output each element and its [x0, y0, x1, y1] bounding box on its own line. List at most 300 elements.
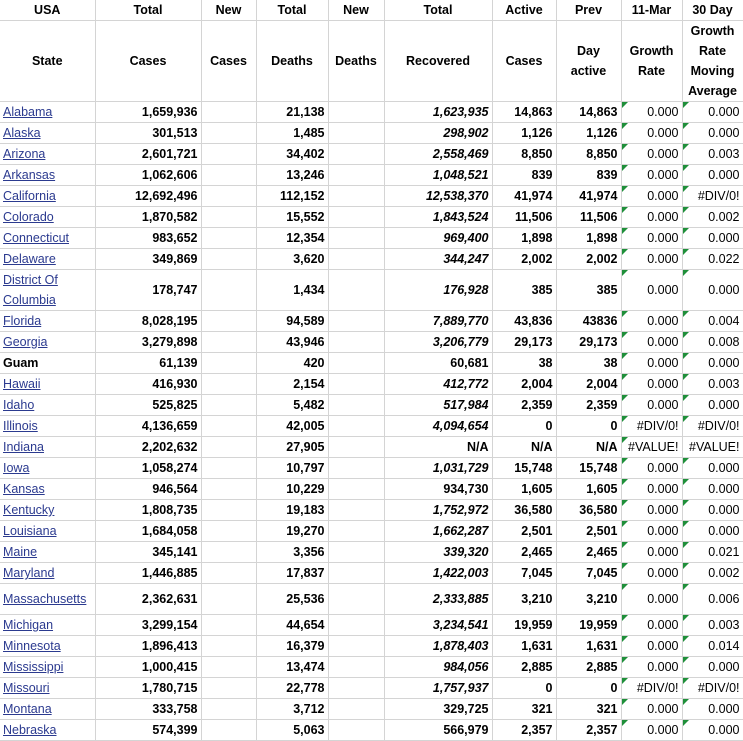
- active-cell[interactable]: 2,002: [492, 249, 556, 270]
- new-cases-cell[interactable]: [201, 102, 256, 123]
- new-cases-cell[interactable]: [201, 374, 256, 395]
- state-cell[interactable]: Guam: [0, 353, 95, 374]
- new-deaths-cell[interactable]: [328, 249, 384, 270]
- active-cell[interactable]: 1,126: [492, 123, 556, 144]
- growth-rate-cell[interactable]: 0.000: [621, 699, 682, 720]
- header-growth-rate[interactable]: [621, 21, 682, 102]
- deaths-cell[interactable]: 27,905: [256, 437, 328, 458]
- prev-day-cell[interactable]: 321: [556, 699, 621, 720]
- new-deaths-cell[interactable]: [328, 678, 384, 699]
- growth-rate-cell[interactable]: 0.000: [621, 144, 682, 165]
- deaths-cell[interactable]: 10,229: [256, 479, 328, 500]
- new-cases-cell[interactable]: [201, 458, 256, 479]
- new-cases-cell[interactable]: [201, 332, 256, 353]
- new-deaths-cell[interactable]: [328, 657, 384, 678]
- growth-rate-cell[interactable]: #DIV/0!: [621, 678, 682, 699]
- active-cell[interactable]: 2,359: [492, 395, 556, 416]
- prev-day-cell[interactable]: 14,863: [556, 102, 621, 123]
- new-deaths-cell[interactable]: [328, 720, 384, 741]
- active-cell[interactable]: 321: [492, 699, 556, 720]
- cases-cell[interactable]: 8,028,195: [95, 311, 201, 332]
- new-deaths-cell[interactable]: [328, 479, 384, 500]
- growth-rate-cell[interactable]: #VALUE!: [621, 437, 682, 458]
- new-deaths-cell[interactable]: [328, 144, 384, 165]
- header-moving-average[interactable]: [682, 21, 743, 102]
- new-deaths-cell[interactable]: [328, 102, 384, 123]
- recovered-cell[interactable]: 344,247: [384, 249, 492, 270]
- active-cell[interactable]: 29,173: [492, 332, 556, 353]
- active-cell[interactable]: 0: [492, 416, 556, 437]
- state-cell[interactable]: Iowa: [0, 458, 95, 479]
- new-cases-cell[interactable]: [201, 353, 256, 374]
- cases-cell[interactable]: 1,896,413: [95, 636, 201, 657]
- deaths-cell[interactable]: 5,063: [256, 720, 328, 741]
- deaths-cell[interactable]: 3,620: [256, 249, 328, 270]
- prev-day-cell[interactable]: N/A: [556, 437, 621, 458]
- cases-cell[interactable]: 946,564: [95, 479, 201, 500]
- growth-rate-cell[interactable]: 0.000: [621, 374, 682, 395]
- new-deaths-cell[interactable]: [328, 123, 384, 144]
- state-cell[interactable]: Kentucky: [0, 500, 95, 521]
- header-active-cases-top[interactable]: Active: [492, 0, 556, 21]
- new-cases-cell[interactable]: [201, 699, 256, 720]
- state-cell[interactable]: Delaware: [0, 249, 95, 270]
- prev-day-cell[interactable]: 1,605: [556, 479, 621, 500]
- new-cases-cell[interactable]: [201, 228, 256, 249]
- state-cell[interactable]: Hawaii: [0, 374, 95, 395]
- active-cell[interactable]: 2,501: [492, 521, 556, 542]
- cases-cell[interactable]: 2,362,631: [95, 584, 201, 615]
- new-deaths-cell[interactable]: [328, 636, 384, 657]
- active-cell[interactable]: 839: [492, 165, 556, 186]
- cases-cell[interactable]: 1,684,058: [95, 521, 201, 542]
- new-cases-cell[interactable]: [201, 186, 256, 207]
- new-cases-cell[interactable]: [201, 720, 256, 741]
- prev-day-cell[interactable]: 2,359: [556, 395, 621, 416]
- prev-day-cell[interactable]: 7,045: [556, 563, 621, 584]
- state-cell[interactable]: Nebraska: [0, 720, 95, 741]
- new-deaths-cell[interactable]: [328, 374, 384, 395]
- deaths-cell[interactable]: 16,379: [256, 636, 328, 657]
- state-cell[interactable]: Massachusetts: [0, 584, 95, 615]
- prev-day-cell[interactable]: 2,885: [556, 657, 621, 678]
- moving-average-cell[interactable]: 0.000: [682, 270, 743, 311]
- active-cell[interactable]: 43,836: [492, 311, 556, 332]
- new-deaths-cell[interactable]: [328, 165, 384, 186]
- prev-day-cell[interactable]: 2,501: [556, 521, 621, 542]
- active-cell[interactable]: 2,357: [492, 720, 556, 741]
- recovered-cell[interactable]: 339,320: [384, 542, 492, 563]
- deaths-cell[interactable]: 10,797: [256, 458, 328, 479]
- recovered-cell[interactable]: 1,662,287: [384, 521, 492, 542]
- recovered-cell[interactable]: 412,772: [384, 374, 492, 395]
- growth-rate-cell[interactable]: 0.000: [621, 353, 682, 374]
- moving-average-cell[interactable]: #DIV/0!: [682, 186, 743, 207]
- new-deaths-cell[interactable]: [328, 458, 384, 479]
- header-growth-date[interactable]: 11-Mar: [621, 0, 682, 21]
- recovered-cell[interactable]: 12,538,370: [384, 186, 492, 207]
- recovered-cell[interactable]: 1,031,729: [384, 458, 492, 479]
- active-cell[interactable]: 8,850: [492, 144, 556, 165]
- recovered-cell[interactable]: 984,056: [384, 657, 492, 678]
- header-usa[interactable]: USA: [0, 0, 95, 21]
- active-cell[interactable]: 2,004: [492, 374, 556, 395]
- new-deaths-cell[interactable]: [328, 228, 384, 249]
- state-cell[interactable]: Alaska: [0, 123, 95, 144]
- deaths-cell[interactable]: 19,183: [256, 500, 328, 521]
- moving-average-cell[interactable]: 0.000: [682, 102, 743, 123]
- moving-average-cell[interactable]: 0.002: [682, 563, 743, 584]
- cases-cell[interactable]: 3,299,154: [95, 615, 201, 636]
- active-cell[interactable]: 19,959: [492, 615, 556, 636]
- deaths-cell[interactable]: 3,356: [256, 542, 328, 563]
- deaths-cell[interactable]: 420: [256, 353, 328, 374]
- prev-day-cell[interactable]: 38: [556, 353, 621, 374]
- state-cell[interactable]: Kansas: [0, 479, 95, 500]
- growth-rate-cell[interactable]: 0.000: [621, 102, 682, 123]
- prev-day-cell[interactable]: 1,126: [556, 123, 621, 144]
- cases-cell[interactable]: 349,869: [95, 249, 201, 270]
- recovered-cell[interactable]: 176,928: [384, 270, 492, 311]
- growth-rate-cell[interactable]: 0.000: [621, 186, 682, 207]
- state-cell[interactable]: Maryland: [0, 563, 95, 584]
- recovered-cell[interactable]: 4,094,654: [384, 416, 492, 437]
- new-deaths-cell[interactable]: [328, 270, 384, 311]
- new-deaths-cell[interactable]: [328, 542, 384, 563]
- moving-average-cell[interactable]: 0.008: [682, 332, 743, 353]
- recovered-cell[interactable]: 3,234,541: [384, 615, 492, 636]
- recovered-cell[interactable]: 934,730: [384, 479, 492, 500]
- recovered-cell[interactable]: 1,752,972: [384, 500, 492, 521]
- new-cases-cell[interactable]: [201, 500, 256, 521]
- new-cases-cell[interactable]: [201, 416, 256, 437]
- deaths-cell[interactable]: 112,152: [256, 186, 328, 207]
- growth-rate-cell[interactable]: #DIV/0!: [621, 416, 682, 437]
- state-cell[interactable]: Missouri: [0, 678, 95, 699]
- prev-day-cell[interactable]: 839: [556, 165, 621, 186]
- deaths-cell[interactable]: 2,154: [256, 374, 328, 395]
- deaths-cell[interactable]: 44,654: [256, 615, 328, 636]
- moving-average-cell[interactable]: #DIV/0!: [682, 416, 743, 437]
- growth-rate-cell[interactable]: 0.000: [621, 615, 682, 636]
- recovered-cell[interactable]: 969,400: [384, 228, 492, 249]
- deaths-cell[interactable]: 42,005: [256, 416, 328, 437]
- active-cell[interactable]: N/A: [492, 437, 556, 458]
- growth-rate-cell[interactable]: 0.000: [621, 311, 682, 332]
- new-cases-cell[interactable]: [201, 678, 256, 699]
- cases-cell[interactable]: 301,513: [95, 123, 201, 144]
- state-cell[interactable]: Arkansas: [0, 165, 95, 186]
- prev-day-cell[interactable]: 11,506: [556, 207, 621, 228]
- new-cases-cell[interactable]: [201, 563, 256, 584]
- moving-average-cell[interactable]: 0.022: [682, 249, 743, 270]
- moving-average-cell[interactable]: 0.000: [682, 657, 743, 678]
- cases-cell[interactable]: 2,601,721: [95, 144, 201, 165]
- new-cases-cell[interactable]: [201, 636, 256, 657]
- moving-average-cell[interactable]: 0.006: [682, 584, 743, 615]
- prev-day-cell[interactable]: 15,748: [556, 458, 621, 479]
- new-deaths-cell[interactable]: [328, 416, 384, 437]
- active-cell[interactable]: 385: [492, 270, 556, 311]
- moving-average-cell[interactable]: 0.000: [682, 521, 743, 542]
- cases-cell[interactable]: 1,808,735: [95, 500, 201, 521]
- state-cell[interactable]: Connecticut: [0, 228, 95, 249]
- moving-average-cell[interactable]: #DIV/0!: [682, 678, 743, 699]
- header-30-day[interactable]: 30 Day: [682, 0, 743, 21]
- moving-average-cell[interactable]: 0.000: [682, 720, 743, 741]
- cases-cell[interactable]: 3,279,898: [95, 332, 201, 353]
- prev-day-cell[interactable]: 36,580: [556, 500, 621, 521]
- cases-cell[interactable]: 4,136,659: [95, 416, 201, 437]
- recovered-cell[interactable]: N/A: [384, 437, 492, 458]
- new-deaths-cell[interactable]: [328, 207, 384, 228]
- active-cell[interactable]: 2,465: [492, 542, 556, 563]
- moving-average-cell[interactable]: 0.000: [682, 353, 743, 374]
- deaths-cell[interactable]: 94,589: [256, 311, 328, 332]
- new-cases-cell[interactable]: [201, 270, 256, 311]
- growth-rate-cell[interactable]: 0.000: [621, 563, 682, 584]
- recovered-cell[interactable]: 3,206,779: [384, 332, 492, 353]
- cases-cell[interactable]: 1,780,715: [95, 678, 201, 699]
- recovered-cell[interactable]: 1,048,521: [384, 165, 492, 186]
- header-recovered[interactable]: [384, 21, 492, 102]
- moving-average-cell[interactable]: 0.014: [682, 636, 743, 657]
- recovered-cell[interactable]: 1,878,403: [384, 636, 492, 657]
- active-cell[interactable]: 1,605: [492, 479, 556, 500]
- moving-average-cell[interactable]: 0.000: [682, 165, 743, 186]
- cases-cell[interactable]: 1,659,936: [95, 102, 201, 123]
- state-cell[interactable]: District Of Columbia: [0, 270, 95, 311]
- new-deaths-cell[interactable]: [328, 615, 384, 636]
- moving-average-cell[interactable]: 0.000: [682, 699, 743, 720]
- prev-day-cell[interactable]: 2,002: [556, 249, 621, 270]
- growth-rate-cell[interactable]: 0.000: [621, 657, 682, 678]
- growth-rate-cell[interactable]: 0.000: [621, 123, 682, 144]
- active-cell[interactable]: 1,631: [492, 636, 556, 657]
- growth-rate-cell[interactable]: 0.000: [621, 542, 682, 563]
- new-deaths-cell[interactable]: [328, 186, 384, 207]
- new-deaths-cell[interactable]: [328, 437, 384, 458]
- growth-rate-cell[interactable]: 0.000: [621, 332, 682, 353]
- new-deaths-cell[interactable]: [328, 521, 384, 542]
- recovered-cell[interactable]: 566,979: [384, 720, 492, 741]
- moving-average-cell[interactable]: 0.002: [682, 207, 743, 228]
- new-cases-cell[interactable]: [201, 144, 256, 165]
- growth-rate-cell[interactable]: 0.000: [621, 720, 682, 741]
- new-deaths-cell[interactable]: [328, 332, 384, 353]
- new-deaths-cell[interactable]: [328, 500, 384, 521]
- state-cell[interactable]: Maine: [0, 542, 95, 563]
- active-cell[interactable]: 38: [492, 353, 556, 374]
- header-prev-day-active[interactable]: [556, 21, 621, 102]
- growth-rate-cell[interactable]: 0.000: [621, 249, 682, 270]
- deaths-cell[interactable]: 3,712: [256, 699, 328, 720]
- new-cases-cell[interactable]: [201, 615, 256, 636]
- new-deaths-cell[interactable]: [328, 353, 384, 374]
- new-cases-cell[interactable]: [201, 311, 256, 332]
- prev-day-cell[interactable]: 43836: [556, 311, 621, 332]
- active-cell[interactable]: 14,863: [492, 102, 556, 123]
- deaths-cell[interactable]: 22,778: [256, 678, 328, 699]
- deaths-cell[interactable]: 13,246: [256, 165, 328, 186]
- recovered-cell[interactable]: 298,902: [384, 123, 492, 144]
- moving-average-cell[interactable]: 0.000: [682, 395, 743, 416]
- prev-day-cell[interactable]: 29,173: [556, 332, 621, 353]
- growth-rate-cell[interactable]: 0.000: [621, 228, 682, 249]
- growth-rate-cell[interactable]: 0.000: [621, 395, 682, 416]
- active-cell[interactable]: 7,045: [492, 563, 556, 584]
- cases-cell[interactable]: 1,062,606: [95, 165, 201, 186]
- cases-cell[interactable]: 1,446,885: [95, 563, 201, 584]
- new-cases-cell[interactable]: [201, 542, 256, 563]
- header-new-cases[interactable]: [201, 21, 256, 102]
- prev-day-cell[interactable]: 0: [556, 416, 621, 437]
- cases-cell[interactable]: 525,825: [95, 395, 201, 416]
- active-cell[interactable]: 2,885: [492, 657, 556, 678]
- cases-cell[interactable]: 1,058,274: [95, 458, 201, 479]
- moving-average-cell[interactable]: 0.003: [682, 144, 743, 165]
- recovered-cell[interactable]: 329,725: [384, 699, 492, 720]
- new-cases-cell[interactable]: [201, 165, 256, 186]
- state-cell[interactable]: Minnesota: [0, 636, 95, 657]
- growth-rate-cell[interactable]: 0.000: [621, 479, 682, 500]
- state-cell[interactable]: Louisiana: [0, 521, 95, 542]
- header-prev-day-top[interactable]: Prev: [556, 0, 621, 21]
- growth-rate-cell[interactable]: 0.000: [621, 500, 682, 521]
- moving-average-cell[interactable]: 0.000: [682, 500, 743, 521]
- state-cell[interactable]: Michigan: [0, 615, 95, 636]
- deaths-cell[interactable]: 34,402: [256, 144, 328, 165]
- state-cell[interactable]: Mississippi: [0, 657, 95, 678]
- prev-day-cell[interactable]: 8,850: [556, 144, 621, 165]
- cases-cell[interactable]: 1,870,582: [95, 207, 201, 228]
- deaths-cell[interactable]: 1,485: [256, 123, 328, 144]
- deaths-cell[interactable]: 43,946: [256, 332, 328, 353]
- new-cases-cell[interactable]: [201, 479, 256, 500]
- moving-average-cell[interactable]: 0.000: [682, 123, 743, 144]
- header-new-deaths[interactable]: [328, 21, 384, 102]
- new-cases-cell[interactable]: [201, 437, 256, 458]
- header-state[interactable]: [0, 21, 95, 102]
- growth-rate-cell[interactable]: 0.000: [621, 636, 682, 657]
- recovered-cell[interactable]: 1,843,524: [384, 207, 492, 228]
- prev-day-cell[interactable]: 19,959: [556, 615, 621, 636]
- prev-day-cell[interactable]: 41,974: [556, 186, 621, 207]
- deaths-cell[interactable]: 21,138: [256, 102, 328, 123]
- new-cases-cell[interactable]: [201, 657, 256, 678]
- state-cell[interactable]: Colorado: [0, 207, 95, 228]
- new-cases-cell[interactable]: [201, 207, 256, 228]
- prev-day-cell[interactable]: 3,210: [556, 584, 621, 615]
- cases-cell[interactable]: 983,652: [95, 228, 201, 249]
- deaths-cell[interactable]: 12,354: [256, 228, 328, 249]
- prev-day-cell[interactable]: 1,898: [556, 228, 621, 249]
- recovered-cell[interactable]: 1,757,937: [384, 678, 492, 699]
- moving-average-cell[interactable]: #VALUE!: [682, 437, 743, 458]
- prev-day-cell[interactable]: 0: [556, 678, 621, 699]
- deaths-cell[interactable]: 5,482: [256, 395, 328, 416]
- recovered-cell[interactable]: 60,681: [384, 353, 492, 374]
- cases-cell[interactable]: 416,930: [95, 374, 201, 395]
- prev-day-cell[interactable]: 2,465: [556, 542, 621, 563]
- header-total-cases-top[interactable]: Total: [95, 0, 201, 21]
- state-cell[interactable]: Idaho: [0, 395, 95, 416]
- cases-cell[interactable]: 333,758: [95, 699, 201, 720]
- cases-cell[interactable]: 574,399: [95, 720, 201, 741]
- active-cell[interactable]: 36,580: [492, 500, 556, 521]
- growth-rate-cell[interactable]: 0.000: [621, 584, 682, 615]
- header-active-cases[interactable]: [492, 21, 556, 102]
- moving-average-cell[interactable]: 0.021: [682, 542, 743, 563]
- deaths-cell[interactable]: 13,474: [256, 657, 328, 678]
- header-cases[interactable]: [95, 21, 201, 102]
- moving-average-cell[interactable]: 0.000: [682, 479, 743, 500]
- prev-day-cell[interactable]: 2,004: [556, 374, 621, 395]
- state-cell[interactable]: Montana: [0, 699, 95, 720]
- moving-average-cell[interactable]: 0.004: [682, 311, 743, 332]
- growth-rate-cell[interactable]: 0.000: [621, 270, 682, 311]
- moving-average-cell[interactable]: 0.003: [682, 374, 743, 395]
- prev-day-cell[interactable]: 2,357: [556, 720, 621, 741]
- new-deaths-cell[interactable]: [328, 563, 384, 584]
- state-cell[interactable]: Florida: [0, 311, 95, 332]
- recovered-cell[interactable]: 1,623,935: [384, 102, 492, 123]
- cases-cell[interactable]: 1,000,415: [95, 657, 201, 678]
- recovered-cell[interactable]: 2,333,885: [384, 584, 492, 615]
- cases-cell[interactable]: 345,141: [95, 542, 201, 563]
- growth-rate-cell[interactable]: 0.000: [621, 207, 682, 228]
- moving-average-cell[interactable]: 0.000: [682, 458, 743, 479]
- state-cell[interactable]: California: [0, 186, 95, 207]
- cases-cell[interactable]: 2,202,632: [95, 437, 201, 458]
- recovered-cell[interactable]: 1,422,003: [384, 563, 492, 584]
- new-deaths-cell[interactable]: [328, 699, 384, 720]
- state-cell[interactable]: Georgia: [0, 332, 95, 353]
- prev-day-cell[interactable]: 385: [556, 270, 621, 311]
- header-total-deaths-top[interactable]: Total: [256, 0, 328, 21]
- new-cases-cell[interactable]: [201, 249, 256, 270]
- prev-day-cell[interactable]: 1,631: [556, 636, 621, 657]
- state-cell[interactable]: Alabama: [0, 102, 95, 123]
- new-deaths-cell[interactable]: [328, 311, 384, 332]
- deaths-cell[interactable]: 1,434: [256, 270, 328, 311]
- active-cell[interactable]: 0: [492, 678, 556, 699]
- moving-average-cell[interactable]: 0.000: [682, 228, 743, 249]
- deaths-cell[interactable]: 17,837: [256, 563, 328, 584]
- new-deaths-cell[interactable]: [328, 395, 384, 416]
- new-cases-cell[interactable]: [201, 584, 256, 615]
- recovered-cell[interactable]: 2,558,469: [384, 144, 492, 165]
- deaths-cell[interactable]: 25,536: [256, 584, 328, 615]
- active-cell[interactable]: 11,506: [492, 207, 556, 228]
- recovered-cell[interactable]: 517,984: [384, 395, 492, 416]
- state-cell[interactable]: Illinois: [0, 416, 95, 437]
- cases-cell[interactable]: 12,692,496: [95, 186, 201, 207]
- new-cases-cell[interactable]: [201, 521, 256, 542]
- moving-average-cell[interactable]: 0.003: [682, 615, 743, 636]
- state-cell[interactable]: Arizona: [0, 144, 95, 165]
- header-total-recovered-top[interactable]: Total: [384, 0, 492, 21]
- growth-rate-cell[interactable]: 0.000: [621, 458, 682, 479]
- cases-cell[interactable]: 61,139: [95, 353, 201, 374]
- growth-rate-cell[interactable]: 0.000: [621, 521, 682, 542]
- deaths-cell[interactable]: 19,270: [256, 521, 328, 542]
- header-new-cases-top[interactable]: New: [201, 0, 256, 21]
- new-cases-cell[interactable]: [201, 123, 256, 144]
- deaths-cell[interactable]: 15,552: [256, 207, 328, 228]
- recovered-cell[interactable]: 7,889,770: [384, 311, 492, 332]
- new-cases-cell[interactable]: [201, 395, 256, 416]
